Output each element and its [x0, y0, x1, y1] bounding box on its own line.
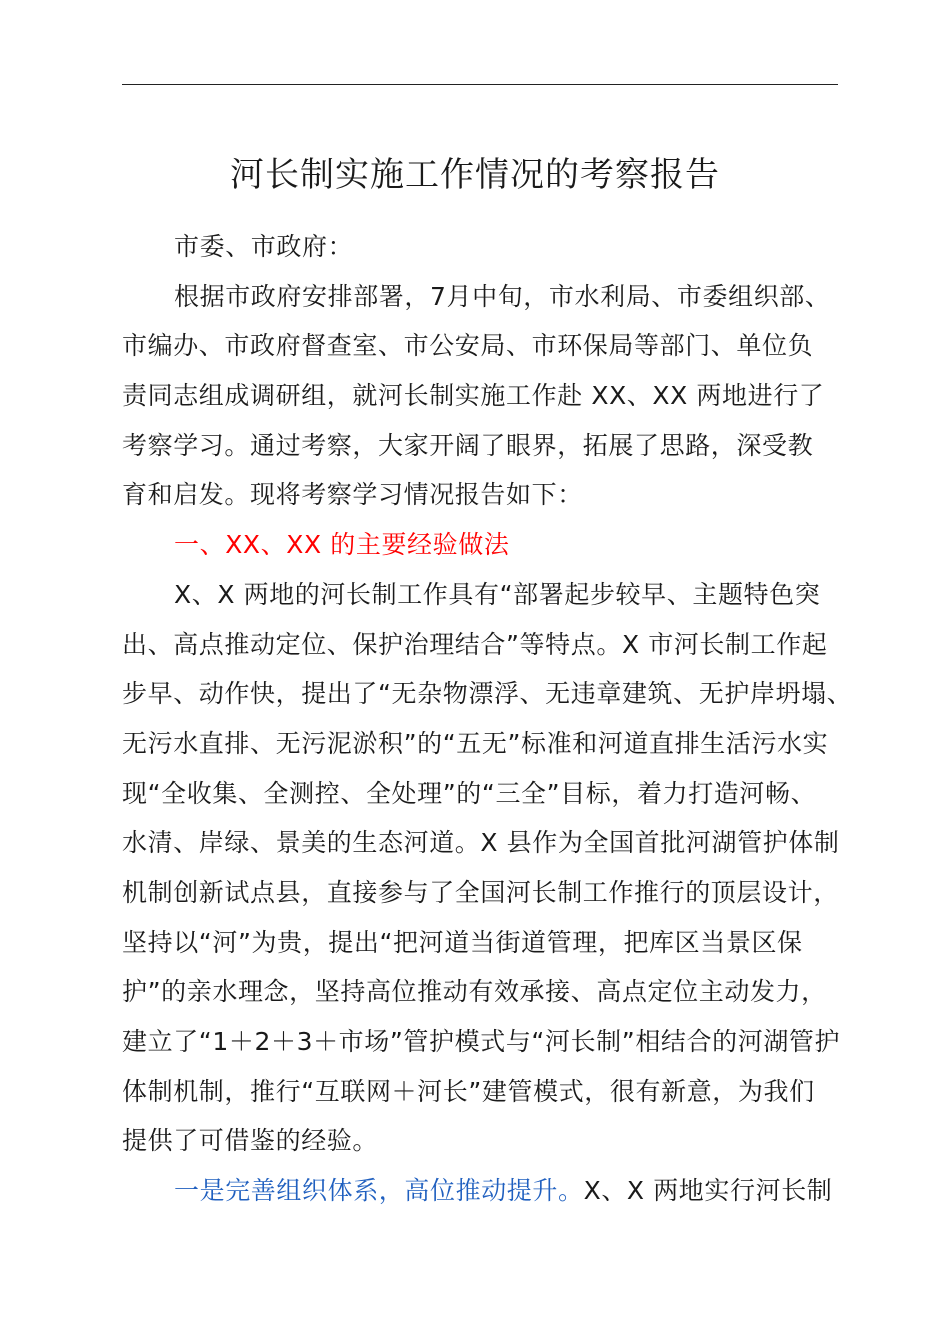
paragraph-line: 责同志组成调研组，就河长制实施工作赴 XX、XX 两地进行了 [122, 381, 825, 411]
paragraph-line: 出、高点推动定位、保护治理结合”等特点。X 市河长制工作起 [122, 629, 828, 659]
point-text: X、X 两地实行河长制 [583, 1176, 833, 1206]
paragraph-line: 考察学习。通过考察，大家开阔了眼界，拓展了思路，深受教 [122, 430, 814, 460]
paragraph-line: 步早、动作快，提出了“无杂物漂浮、无违章建筑、无护岸坍塌、 [122, 679, 853, 709]
section-heading: 一、XX、XX 的主要经验做法 [174, 530, 510, 560]
paragraph-line: 市编办、市政府督查室、市公安局、市环保局等部门、单位负 [122, 331, 814, 361]
paragraph-line: 机制创新试点县，直接参与了全国河长制工作推行的顶层设计， [122, 877, 839, 907]
paragraph-line: 根据市政府安排部署，7月中旬，市水利局、市委组织部、 [174, 281, 831, 311]
paragraph-line: X、X 两地的河长制工作具有“部署起步较早、主题特色突 [174, 579, 821, 609]
document-title: 河长制实施工作情况的考察报告 [230, 155, 720, 195]
point-line [122, 1166, 842, 1216]
paragraph-line: 提供了可借鉴的经验。 [122, 1126, 379, 1156]
document-body [122, 222, 853, 1216]
paragraph-line: 坚持以“河”为贵，提出“把河道当街道管理，把库区当景区保 [122, 927, 803, 957]
paragraph-line: 现“全收集、全测控、全处理”的“三全”目标，着力打造河畅、 [122, 778, 817, 808]
paragraph-line: 水清、岸绿、景美的生态河道。X 县作为全国首批河湖管护体制 [122, 828, 840, 858]
point-heading: 一是完善组织体系，高位推动提升。 [174, 1176, 584, 1206]
paragraph-line: 育和启发。现将考察学习情况报告如下： [122, 480, 583, 510]
paragraph-line: 护”的亲水理念，坚持高位推动有效承接、高点定位主动发力， [122, 977, 827, 1007]
paragraph-line: 体制机制，推行“互联网＋河长”建管模式，很有新意，为我们 [122, 1076, 815, 1106]
header-rule [122, 84, 838, 85]
paragraph-line: 无污水直排、无污泥淤积”的“五无”标准和河道直排生活污水实 [122, 728, 829, 758]
paragraph-line: 建立了“1＋2＋3＋市场”管护模式与“河长制”相结合的河湖管护 [122, 1027, 841, 1056]
salutation: 市委、市政府： [174, 232, 354, 261]
